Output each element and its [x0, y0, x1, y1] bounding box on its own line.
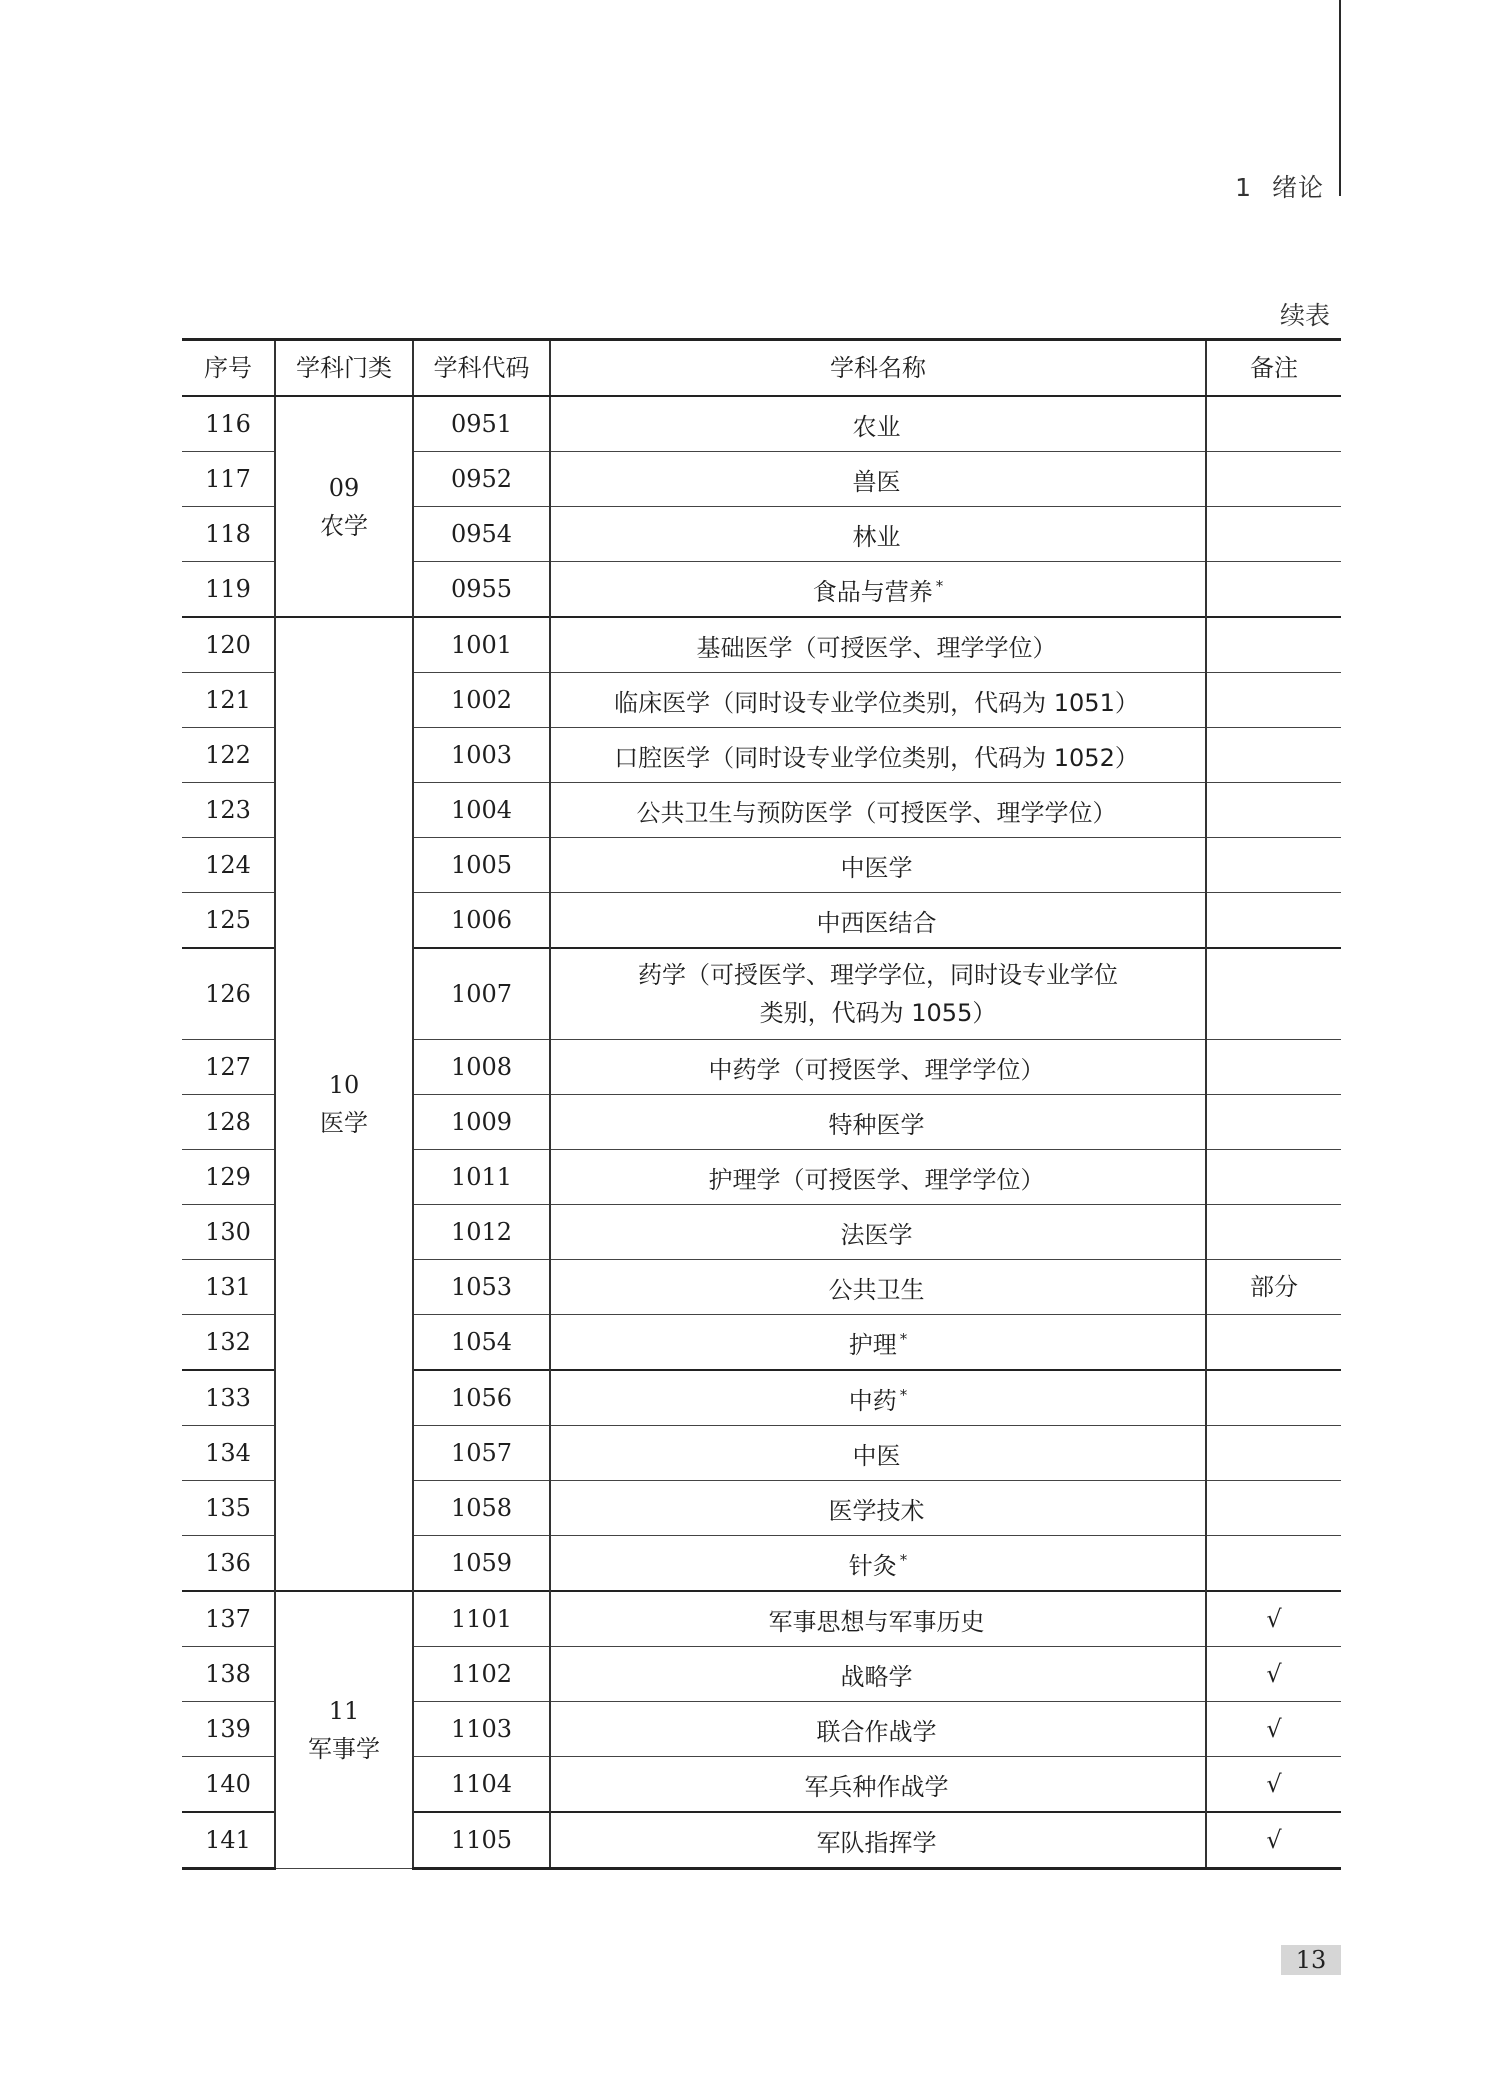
- row-note: √: [1206, 1702, 1341, 1757]
- row-name: [550, 1702, 1206, 1757]
- category-cell: [275, 617, 413, 1591]
- margin-rule: [1339, 0, 1341, 196]
- row-name: [550, 1260, 1206, 1315]
- row-note: [1206, 728, 1341, 783]
- row-seq: 138: [182, 1647, 275, 1702]
- row-name-text: 军兵种作战学: [804, 1773, 949, 1801]
- category-cell: [275, 396, 413, 617]
- row-name-text: 中医: [852, 1442, 901, 1470]
- row-code: 1058: [413, 1481, 550, 1536]
- row-name: [550, 1591, 1206, 1647]
- row-seq: 136: [182, 1536, 275, 1592]
- row-note: [1206, 1205, 1341, 1260]
- header-category: 学科门类: [275, 340, 413, 397]
- row-note: [1206, 1536, 1341, 1592]
- row-seq: 139: [182, 1702, 275, 1757]
- row-name-text: 针灸: [848, 1552, 897, 1580]
- header-seq: 序号: [182, 340, 275, 397]
- row-note: √: [1206, 1647, 1341, 1702]
- row-seq: 121: [182, 673, 275, 728]
- row-name-text: 战略学: [840, 1663, 913, 1691]
- row-seq: 125: [182, 893, 275, 949]
- category-cell: [275, 1591, 413, 1869]
- running-head: [1235, 168, 1324, 204]
- row-seq: 124: [182, 838, 275, 893]
- row-name-text: 基础医学（可授医学、理学学位）: [696, 634, 1057, 662]
- row-code: 1008: [413, 1040, 550, 1095]
- row-note: [1206, 893, 1341, 949]
- chapter-number: 1: [1235, 173, 1252, 202]
- row-name: [550, 1205, 1206, 1260]
- row-note: [1206, 783, 1341, 838]
- row-seq: 122: [182, 728, 275, 783]
- category-name: 农学: [320, 511, 368, 540]
- row-seq: 137: [182, 1591, 275, 1647]
- continued-label: 续表: [1280, 301, 1331, 330]
- row-seq: 123: [182, 783, 275, 838]
- row-code: 1002: [413, 673, 550, 728]
- row-name: [550, 728, 1206, 783]
- category-code: 11: [328, 1697, 360, 1725]
- category-code: 10: [328, 1071, 360, 1099]
- row-seq: 120: [182, 617, 275, 673]
- row-name: [550, 452, 1206, 507]
- row-name-text: 药学（可授医学、理学学位，同时设专业学位: [638, 961, 1118, 989]
- row-code: 1006: [413, 893, 550, 949]
- row-note: [1206, 948, 1341, 1040]
- row-seq: 141: [182, 1812, 275, 1869]
- row-name: [550, 507, 1206, 562]
- row-note: [1206, 452, 1341, 507]
- row-note: √: [1206, 1591, 1341, 1647]
- row-name-text: 中西医结合: [816, 909, 937, 937]
- row-seq: 119: [182, 562, 275, 618]
- row-name: [550, 1757, 1206, 1813]
- row-code: 1011: [413, 1150, 550, 1205]
- row-name-text: 公共卫生与预防医学（可授医学、理学学位）: [636, 799, 1117, 827]
- row-name: [550, 1812, 1206, 1869]
- row-name: [550, 1426, 1206, 1481]
- row-code: 1057: [413, 1426, 550, 1481]
- row-name: [550, 617, 1206, 673]
- row-code: 1102: [413, 1647, 550, 1702]
- row-name-text: 联合作战学: [816, 1718, 937, 1746]
- row-code: 1101: [413, 1591, 550, 1647]
- row-name-text: 护理学（可授医学、理学学位）: [708, 1166, 1045, 1194]
- row-note: √: [1206, 1812, 1341, 1869]
- row-note: [1206, 1481, 1341, 1536]
- category-code: 09: [328, 473, 360, 502]
- row-seq: 135: [182, 1481, 275, 1536]
- row-name: [550, 673, 1206, 728]
- row-name-text: 食品与营养: [812, 578, 933, 606]
- category-name: 医学: [320, 1109, 368, 1137]
- row-name: [550, 1095, 1206, 1150]
- row-seq: 130: [182, 1205, 275, 1260]
- row-name-text: 护理: [848, 1331, 897, 1359]
- row-name-text: 兽医: [852, 468, 901, 496]
- row-name-text: 中药: [848, 1387, 897, 1415]
- asterisk-mark: *: [899, 1386, 908, 1404]
- row-note: [1206, 562, 1341, 618]
- row-note: [1206, 1426, 1341, 1481]
- row-name: [550, 948, 1206, 1040]
- row-name-text: 军事思想与军事历史: [768, 1608, 985, 1636]
- page-number: 13: [1281, 1945, 1341, 1975]
- row-code: 0951: [413, 396, 550, 452]
- row-code: 1059: [413, 1536, 550, 1592]
- row-name-text: 林业: [852, 523, 901, 551]
- row-code: 1056: [413, 1370, 550, 1426]
- row-code: 1003: [413, 728, 550, 783]
- row-name: [550, 1370, 1206, 1426]
- row-seq: 131: [182, 1260, 275, 1315]
- table-row: [182, 617, 1341, 673]
- header-name: 学科名称: [550, 340, 1206, 397]
- row-name-text: 军队指挥学: [816, 1829, 937, 1857]
- row-name: [550, 1481, 1206, 1536]
- row-seq: 140: [182, 1757, 275, 1813]
- row-code: 1104: [413, 1757, 550, 1813]
- row-name: [550, 838, 1206, 893]
- row-name: [550, 783, 1206, 838]
- row-code: 0955: [413, 562, 550, 618]
- row-note: [1206, 507, 1341, 562]
- row-code: 1105: [413, 1812, 550, 1869]
- row-code: 1001: [413, 617, 550, 673]
- row-seq: 118: [182, 507, 275, 562]
- row-note: [1206, 838, 1341, 893]
- row-note: 部分: [1206, 1260, 1341, 1315]
- row-seq: 116: [182, 396, 275, 452]
- row-seq: 126: [182, 948, 275, 1040]
- row-note: [1206, 617, 1341, 673]
- row-name: [550, 1040, 1206, 1095]
- row-code: 1012: [413, 1205, 550, 1260]
- row-seq: 117: [182, 452, 275, 507]
- row-name: [550, 1150, 1206, 1205]
- row-note: [1206, 1150, 1341, 1205]
- row-seq: 134: [182, 1426, 275, 1481]
- header-code: 学科代码: [413, 340, 550, 397]
- row-name-text: 中药学（可授医学、理学学位）: [708, 1056, 1045, 1084]
- row-name-text: 农业: [852, 413, 901, 441]
- row-code: 1053: [413, 1260, 550, 1315]
- table-header-row: [182, 340, 1341, 397]
- row-name: [550, 396, 1206, 452]
- asterisk-mark: *: [899, 1551, 908, 1569]
- row-code: 1103: [413, 1702, 550, 1757]
- asterisk-mark: *: [899, 1330, 908, 1348]
- row-note: [1206, 396, 1341, 452]
- row-name: [550, 893, 1206, 949]
- row-code: 1004: [413, 783, 550, 838]
- category-name: 军事学: [308, 1735, 380, 1763]
- table-row: [182, 1591, 1341, 1647]
- row-name-text: 法医学: [840, 1221, 913, 1249]
- row-code: 0952: [413, 452, 550, 507]
- row-name: [550, 1647, 1206, 1702]
- row-name-text: 医学技术: [828, 1497, 925, 1525]
- row-seq: 132: [182, 1315, 275, 1371]
- row-code: 1009: [413, 1095, 550, 1150]
- row-name-text: 中医学: [840, 854, 913, 882]
- row-note: √: [1206, 1757, 1341, 1813]
- row-name-text: 临床医学（同时设专业学位类别，代码为 1051）: [614, 689, 1139, 717]
- row-name: [550, 562, 1206, 618]
- discipline-table: [182, 338, 1341, 1870]
- asterisk-mark: *: [935, 577, 944, 595]
- row-name: [550, 1536, 1206, 1592]
- row-name-text: 口腔医学（同时设专业学位类别，代码为 1052）: [614, 744, 1139, 772]
- row-name-text-line2: 类别，代码为 1055）: [759, 999, 997, 1027]
- row-code: 1007: [413, 948, 550, 1040]
- row-code: 0954: [413, 507, 550, 562]
- row-seq: 129: [182, 1150, 275, 1205]
- row-seq: 127: [182, 1040, 275, 1095]
- row-note: [1206, 673, 1341, 728]
- row-note: [1206, 1370, 1341, 1426]
- row-note: [1206, 1095, 1341, 1150]
- row-code: 1005: [413, 838, 550, 893]
- row-seq: 133: [182, 1370, 275, 1426]
- row-note: [1206, 1315, 1341, 1371]
- row-name-text: 公共卫生: [828, 1276, 925, 1304]
- row-code: 1054: [413, 1315, 550, 1371]
- row-name: [550, 1315, 1206, 1371]
- chapter-title: 绪论: [1271, 173, 1324, 202]
- row-note: [1206, 1040, 1341, 1095]
- row-name-text: 特种医学: [828, 1111, 925, 1139]
- row-seq: 128: [182, 1095, 275, 1150]
- table-row: [182, 396, 1341, 452]
- header-note: 备注: [1206, 340, 1341, 397]
